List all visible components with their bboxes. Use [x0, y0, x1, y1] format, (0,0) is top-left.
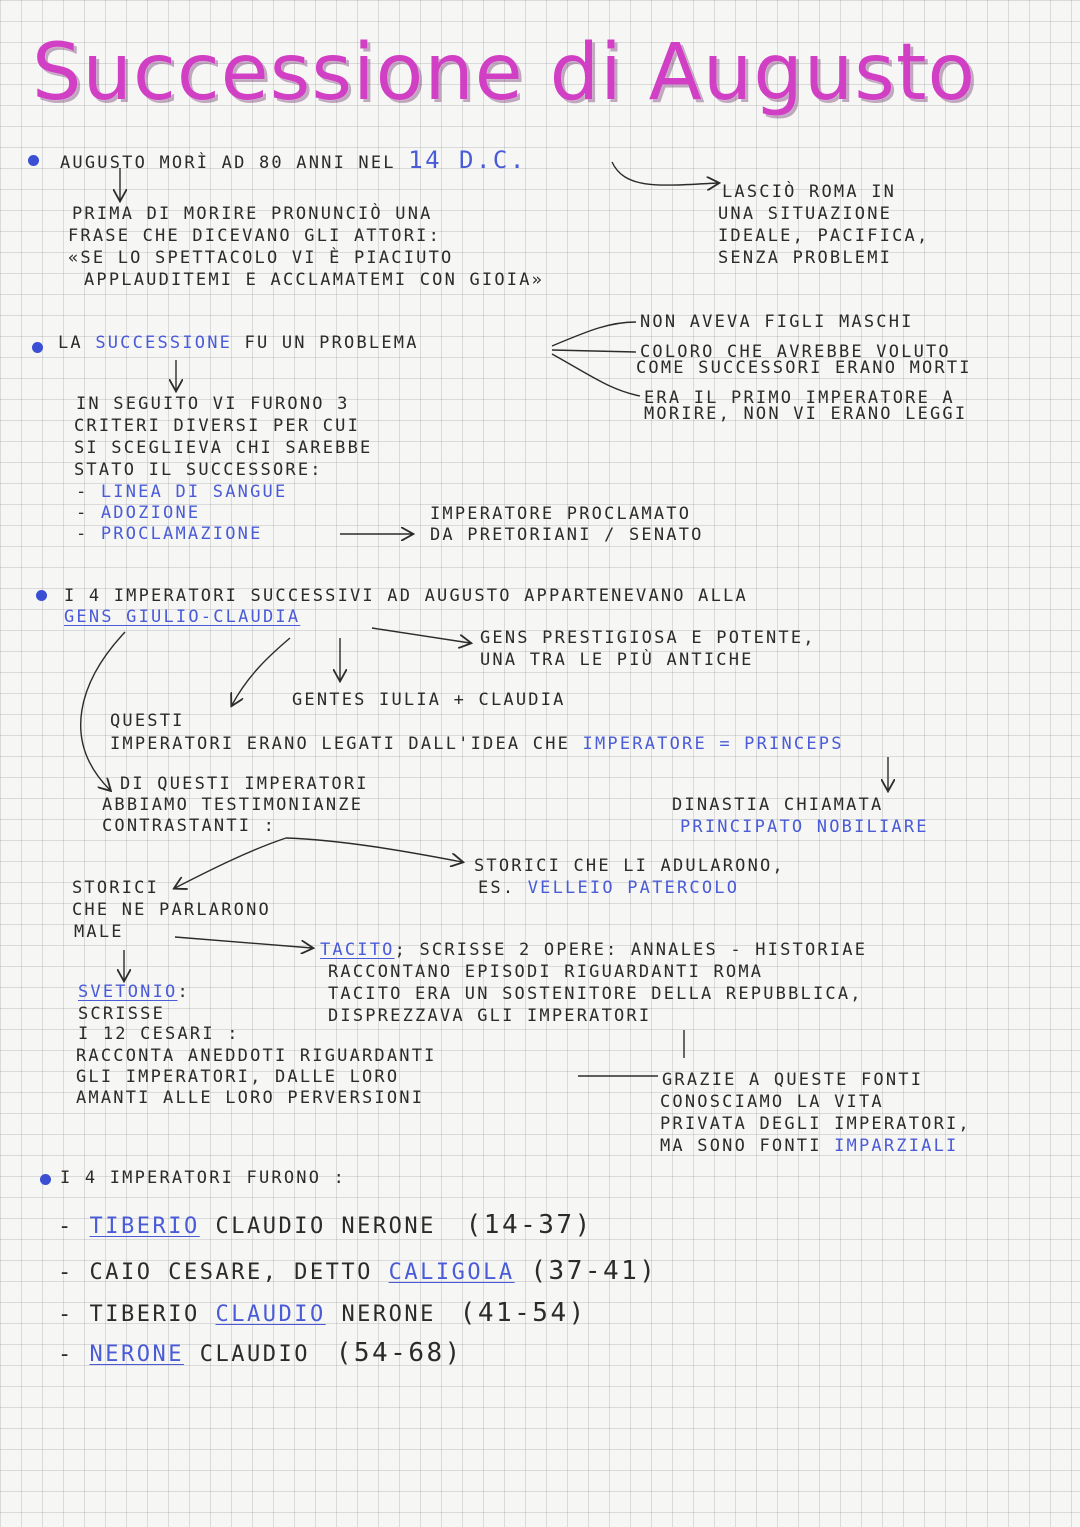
- gentes: GENTES IULIA + CLAUDIA: [292, 690, 566, 710]
- quote-line-3: «SE LO SPETTACOLO VI È PIACIUTO: [68, 248, 454, 268]
- gens-giulio-claudia: GENS GIULIO-CLAUDIA: [64, 607, 301, 627]
- arrow-questi: [232, 638, 290, 705]
- lasciò-line-3: IDEALE, PACIFICA,: [718, 226, 930, 246]
- velleio-line: [478, 880, 739, 897]
- dinastia: DINASTIA CHIAMATA: [672, 795, 884, 815]
- criterio-adozione: [76, 505, 200, 522]
- la-text: LA: [58, 333, 83, 353]
- criteri-2: CRITERI DIVERSI PER CUI: [74, 416, 361, 436]
- testimonianze-3: CONTRASTANTI :: [102, 816, 277, 836]
- bullet-2: [32, 342, 43, 353]
- nerone-2: NERONE: [341, 1302, 436, 1327]
- reason-1: NON AVEVA FIGLI MASCHI: [640, 312, 914, 332]
- svetonio-amanti: AMANTI ALLE LORO PERVERSIONI: [76, 1088, 425, 1108]
- storici-male-1: STORICI: [72, 878, 160, 898]
- line-r3: [552, 354, 640, 396]
- criteri-1: IN SEGUITO VI FURONO 3: [76, 394, 350, 414]
- caio-cesare: CAIO CESARE, DETTO: [89, 1260, 373, 1285]
- tacito: TACITO: [320, 940, 395, 960]
- criterio-sangue: [76, 484, 287, 501]
- testimonianze-2: ABBIAMO TESTIMONIANZE: [102, 795, 364, 815]
- emperor-row-4: - NERONE CLAUDIO (54-68): [58, 1338, 463, 1368]
- tacito-2: RACCONTANO EPISODI RIGUARDANTI ROMA: [328, 962, 764, 982]
- year-14: 14 D.C.: [408, 146, 527, 174]
- lasciò-line-4: SENZA PROBLEMI: [718, 248, 893, 268]
- svetonio-aneddoti: RACCONTA ANEDDOTI RIGUARDANTI: [76, 1046, 437, 1066]
- imparziali: IMPARZIALI: [834, 1136, 959, 1156]
- svetonio-cesari: I 12 CESARI :: [78, 1024, 240, 1044]
- arrow-storici-bad: [175, 838, 286, 888]
- fonti-3: PRIVATA DEGLI IMPERATORI,: [660, 1114, 971, 1134]
- svetonio-scrisse: SCRISSE: [78, 1004, 166, 1024]
- proclamato-2: DA PRETORIANI / SENATO: [430, 525, 704, 545]
- linea-di-sangue: LINEA DI SANGUE: [100, 482, 288, 502]
- storici-male-2: CHE NE PARLARONO: [72, 900, 271, 920]
- fonti-1: GRAZIE A QUESTE FONTI: [662, 1070, 924, 1090]
- reason-3b: MORIRE, NON VI ERANO LEGGI: [644, 404, 968, 424]
- principato-nobiliare: PRINCIPATO NOBILIARE: [680, 817, 929, 837]
- fonti-4: [660, 1138, 958, 1155]
- successori-line: I 4 IMPERATORI SUCCESSIVI AD AUGUSTO APPARTENEVANO ALLA: [64, 586, 748, 606]
- arrow-storici-good: [286, 838, 462, 862]
- criterio-proclamazione: [76, 526, 263, 543]
- testimonianze-1: DI QUESTI IMPERATORI: [120, 774, 369, 794]
- line-r2: [552, 350, 636, 352]
- gens-antiche: UNA TRA LE PIÙ ANTICHE: [480, 650, 754, 670]
- questi-imperatori: [110, 736, 844, 753]
- fonti-2: CONOSCIAMO LA VITA: [660, 1092, 884, 1112]
- years-3: (41-54): [459, 1298, 587, 1328]
- tacito-opere: ; SCRISSE 2 OPERE: ANNALES - HISTORIAE: [394, 940, 868, 960]
- claudio: CLAUDIO: [215, 1302, 326, 1327]
- claudio-nerone: CLAUDIO NERONE: [215, 1214, 436, 1239]
- reason-2b: COME SUCCESSORI ERANO MORTI: [636, 358, 972, 378]
- emperor-row-3: - TIBERIO CLAUDIO NERONE (41-54): [58, 1298, 587, 1328]
- gens-prestigiosa: GENS PRESTIGIOSA E POTENTE,: [480, 628, 816, 648]
- bullet-3: [36, 590, 47, 601]
- imperatori-heading: I 4 IMPERATORI FURONO :: [60, 1168, 347, 1188]
- caligola: CALIGOLA: [388, 1260, 515, 1285]
- storici-adularono: STORICI CHE LI ADULARONO,: [474, 856, 785, 876]
- quote-line-1: PRIMA DI MORIRE PRONUNCIÒ UNA: [72, 204, 433, 224]
- arrow-lasciò: [612, 162, 718, 185]
- tiberio-2: TIBERIO: [89, 1302, 200, 1327]
- es: ES.: [478, 878, 516, 898]
- lasciò-line-2: UNA SITUAZIONE: [718, 204, 893, 224]
- years-4: (54-68): [335, 1338, 463, 1368]
- bullet-4: [40, 1174, 51, 1185]
- page-title: Successione di Augusto: [32, 28, 977, 118]
- imperatore-princeps: IMPERATORE = PRINCEPS: [582, 734, 844, 754]
- reason-2a: COLORO CHE AVREBBE VOLUTO: [640, 342, 951, 362]
- successione-word: SUCCESSIONE: [95, 333, 233, 353]
- proclamazione: PROCLAMAZIONE: [100, 524, 263, 544]
- proclamato-1: IMPERATORE PROCLAMATO: [430, 504, 692, 524]
- dash-2: -: [76, 503, 89, 523]
- nerone: NERONE: [89, 1342, 184, 1367]
- svetonio-dalle: GLI IMPERATORI, DALLE LORO: [76, 1067, 400, 1087]
- years-1: (14-37): [465, 1210, 593, 1240]
- sec1-line: [60, 148, 527, 172]
- augusto-text: AUGUSTO MORÌ AD 80 ANNI NEL: [60, 153, 396, 173]
- emperor-row-2: - CAIO CESARE, DETTO CALIGOLA (37-41): [58, 1256, 658, 1286]
- quote-line-4: APPLAUDITEMI E ACCLAMATEMI CON GIOIA»: [84, 270, 545, 290]
- tiberio: TIBERIO: [89, 1214, 200, 1239]
- legati-idea: IMPERATORI ERANO LEGATI DALL'IDEA CHE: [110, 734, 571, 754]
- storici-male-3: MALE: [74, 922, 124, 942]
- quote-line-2: FRASE CHE DICEVANO GLI ATTORI:: [68, 226, 442, 246]
- adozione: ADOZIONE: [100, 503, 201, 523]
- claudio-2: CLAUDIO: [199, 1342, 310, 1367]
- reason-3a: ERA IL PRIMO IMPERATORE A: [644, 388, 955, 408]
- arrow-tacito: [175, 937, 312, 948]
- svetonio-line: [78, 984, 190, 1001]
- lasciò-line-1: LASCIÒ ROMA IN: [722, 182, 897, 202]
- fu-un-problema: FU UN PROBLEMA: [244, 333, 419, 353]
- svetonio-colon: :: [177, 982, 190, 1002]
- criteri-3: SI SCEGLIEVA CHI SAREBBE: [74, 438, 373, 458]
- questi: QUESTI: [110, 711, 185, 731]
- svetonio: SVETONIO: [78, 982, 178, 1002]
- tacito-3: TACITO ERA UN SOSTENITORE DELLA REPUBBLICA,: [328, 984, 863, 1004]
- dash-1: -: [76, 482, 89, 502]
- criteri-4: STATO IL SUCCESSORE:: [74, 460, 323, 480]
- succession-problem: [58, 335, 419, 352]
- emperor-row-1: - TIBERIO CLAUDIO NERONE (14-37): [58, 1210, 593, 1240]
- years-2: (37-41): [530, 1256, 658, 1286]
- bullet-1: [28, 155, 39, 166]
- dash-3: -: [76, 524, 89, 544]
- tacito-line: [320, 942, 867, 959]
- tacito-4: DISPREZZAVA GLI IMPERATORI: [328, 1006, 652, 1026]
- line-r1: [552, 322, 636, 346]
- ma-sono-fonti: MA SONO FONTI: [660, 1136, 822, 1156]
- arrow-gens: [372, 628, 470, 643]
- velleio-patercolo: VELLEIO PATERCOLO: [527, 878, 740, 898]
